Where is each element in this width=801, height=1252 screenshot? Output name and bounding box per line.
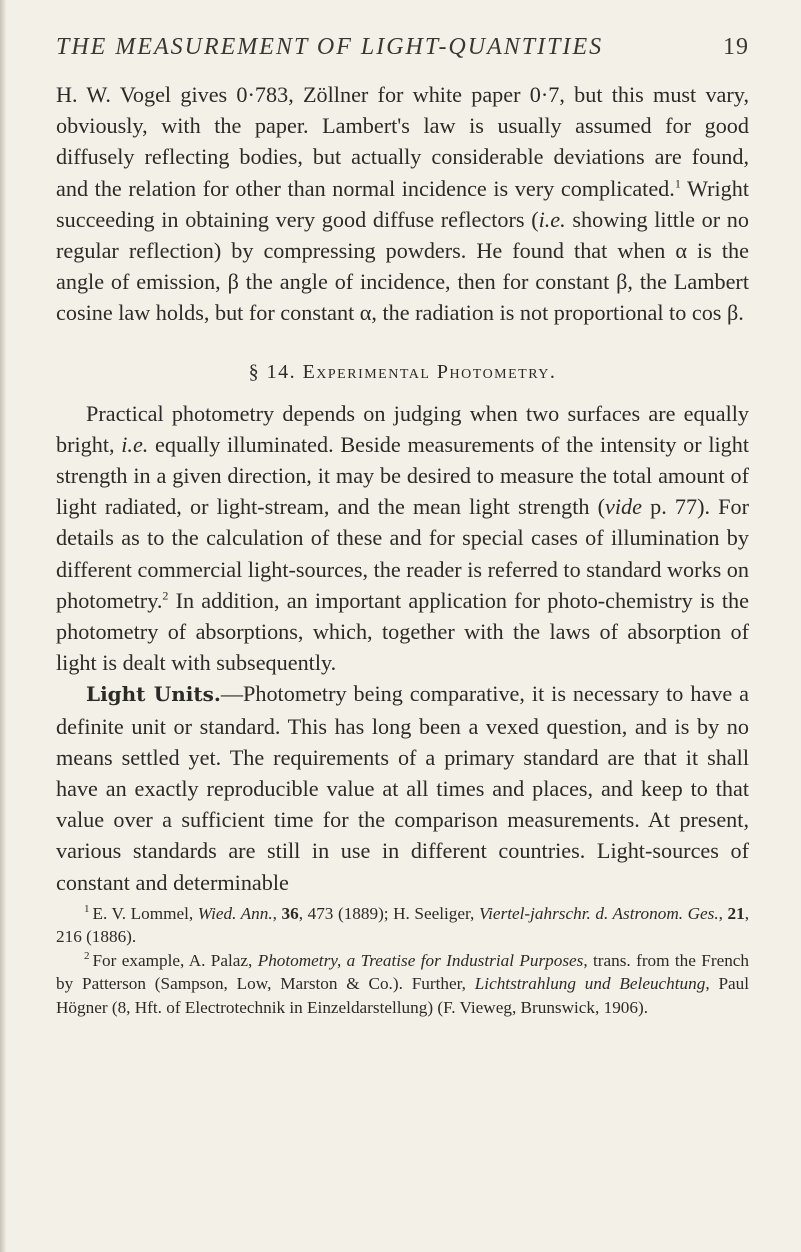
paragraph-text: equally illuminated. Beside measurements of the intensity or light strength in a given direction, it may be desired to measure the total amount of light radiated, or light-stream, and the mean light strength ( [56, 431, 750, 520]
paragraph-text: p. 77). For details as to the calculation of these and for special cases of illumination by different commercial light-sources, the reader is referred to standard works on photometry. [56, 494, 749, 613]
footnote-text: E. V. Lommel, [92, 903, 198, 923]
running-header [56, 34, 749, 61]
paragraph-reflection [56, 79, 749, 329]
footnote-italic: Photometry, a Treatise for Industrial Purposes [257, 950, 584, 970]
run-in-heading: Light Units. [86, 682, 221, 707]
italic-abbrev: i.e. [121, 431, 149, 457]
paragraph-text: H. W. Vogel gives 0·783, Zöllner for white paper 0·7, but this must vary, obviously, with the paper. Lambert's law is usually assumed for good diffusely reflecting bodies, but actually considerable deviations are found, and the relation for other than normal incidence is very complicated. [56, 82, 749, 201]
footnote-text: , [272, 903, 282, 923]
book-page [56, 34, 749, 1019]
footnote-mark: 1 [84, 903, 90, 916]
section-heading: § 14. Experimental Photometry. [248, 360, 557, 383]
italic-abbrev: i.e. [538, 206, 566, 232]
paragraph-light-units [56, 678, 749, 897]
footnote-text: , Paul Högner (8, Hft. of Electrotechnik in Einzeldarstellung) (F. Vieweg, Brunswick, 1906). [56, 974, 750, 1017]
paragraph-text: Wright succeeding in obtaining very good diffuse reflectors ( [56, 175, 750, 232]
paragraph-text: Practical photometry depends on judging when two surfaces are equally bright, [56, 400, 749, 457]
footnote-italic: Viertel-jahrschr. d. Astronom. Ges. [478, 903, 719, 923]
paragraph-text: —Photometry being comparative, it is necessary to have a definite unit or standard. This has long been a vexed question, and is by no means settled yet. The requirements of a primary standard are that it shall have an exactly reproducible value at all times and places, and keep to that value over a sufficient time for the comparison measurements. At present, various standards are still in use in different countries. Light-sources of constant and determinable [56, 681, 749, 895]
footnote-2 [56, 949, 749, 1020]
footnote-text: , 216 (1886). [56, 903, 749, 947]
footnote-italic: Wied. Ann. [197, 903, 273, 923]
footnote-ref: 2 [162, 588, 169, 603]
paragraph-photometry [56, 398, 749, 679]
paragraph-text: In addition, an important application for photo-chemistry is the photometry of absorptions, which, together with the laws of absorption of light is dealt with subsequently. [56, 587, 749, 676]
footnote-text: , 473 (1889); H. Seeliger, [298, 903, 479, 923]
footnote-text: For example, A. Palaz, [92, 950, 258, 970]
footnote-volume: 21 [727, 903, 745, 923]
page-spine-shadow [0, 0, 6, 1252]
footnote-1 [56, 902, 749, 949]
footnote-volume: 36 [281, 903, 299, 923]
footnotes [56, 902, 749, 1020]
footnote-text: , [718, 903, 728, 923]
paragraph-text: showing little or no regular reflection) by compressing powders. He found that when α is the angle of emission, β the angle of incidence, then for constant β, the Lambert cosine law holds, but for constant α, the radiation is not proportional to cos β. [56, 206, 749, 326]
running-title: THE MEASUREMENT OF LIGHT-QUANTITIES [56, 34, 604, 60]
footnote-italic: Lichtstrahlung und Beleuchtung [474, 974, 706, 994]
footnote-text: , trans. from the French by Patterson (Sampson, Low, Marston & Co.). Further, [56, 950, 750, 994]
footnote-mark: 2 [84, 950, 90, 963]
italic-word: vide [605, 494, 642, 520]
page-number: 19 [723, 34, 749, 60]
footnote-ref: 1 [674, 176, 681, 191]
